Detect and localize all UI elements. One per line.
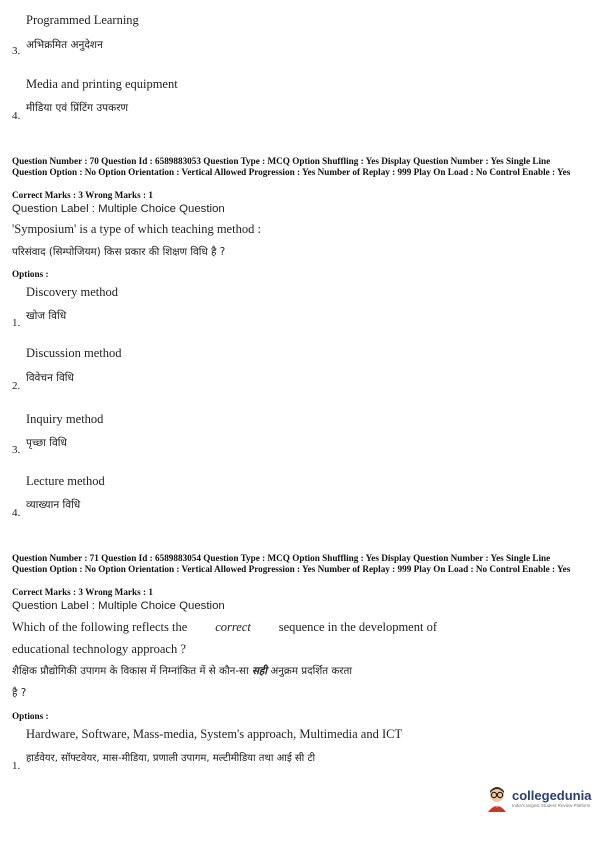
q70-option-1-english: Discovery method: [26, 285, 118, 299]
question-70-text-english: 'Symposium' is a type of which teaching method :: [12, 222, 261, 236]
option-3-number: 3.: [12, 45, 21, 57]
option-4-english: Media and printing equipment: [26, 77, 178, 91]
mascot-icon: [485, 786, 509, 812]
question-71-meta: Question Number : 71 Question Id : 6589883054 Question Type : MCQ Option Shuffling : Yes Display Question Number : Yes Single Line Question Option : No Option Orientation : Vertical Allowed Progression : Yes Number of Replay : 999 Play On Load : No Control Enable : Yes: [12, 553, 571, 574]
question-71-options-heading: Options :: [12, 711, 49, 721]
q70-option-3-english: Inquiry method: [26, 412, 104, 426]
question-71-marks: Correct Marks : 3 Wrong Marks : 1: [12, 587, 153, 597]
q70-option-4-number: 4.: [12, 507, 21, 519]
q70-option-2-hindi: विवेचन विधि: [26, 372, 74, 384]
question-71-text-english-line2: educational technology approach ?: [12, 642, 186, 656]
question-71-text-english-line1: [12, 620, 437, 635]
q70-option-1-hindi: खोज विधि: [26, 310, 67, 322]
option-4-hindi: मीडिया एवं प्रिंटिंग उपकरण: [26, 102, 129, 114]
q71-hindi-emphasis: सही: [251, 665, 268, 677]
question-70-marks: Correct Marks : 3 Wrong Marks : 1: [12, 190, 153, 200]
option-4-number: 4.: [12, 110, 21, 122]
question-71-label: Question Label : Multiple Choice Question: [12, 600, 225, 612]
q70-option-3-number: 3.: [12, 444, 21, 456]
q71-hindi-part: शैक्षिक प्रौद्योगिकी उपागम के विकास में निम्नांकित में से कौन-सा: [12, 665, 252, 677]
question-71-text-hindi-line1: [12, 664, 437, 678]
brand-name: collegedunia: [512, 788, 592, 803]
q70-option-3-hindi: पृच्छा विधि: [26, 437, 67, 449]
q71-option-1-number: 1.: [12, 760, 21, 772]
q71-option-1-english: Hardware, Software, Mass-media, System's approach, Multimedia and ICT: [26, 727, 403, 741]
question-70-meta: Question Number : 70 Question Id : 6589883053 Question Type : MCQ Option Shuffling : Yes Display Question Number : Yes Single Line Question Option : No Option Orientation : Vertical Allowed Progression : Yes Number of Replay : 999 Play On Load : No Control Enable : Yes: [12, 156, 571, 177]
q70-option-2-english: Discussion method: [26, 346, 122, 360]
q71-option-1-hindi: हार्डवेयर, सॉफ्टवेयर, मास-मीडिया, प्रणाली उपागम, मल्टीमीडिया तथा आई सी टी: [26, 753, 316, 764]
q70-option-1-number: 1.: [12, 317, 21, 329]
question-70-label: Question Label : Multiple Choice Question: [12, 203, 225, 215]
q71-hindi-part: अनुक्रम प्रदर्शित करता: [267, 665, 353, 677]
q70-option-2-number: 2.: [12, 380, 21, 392]
option-3-hindi: अभिक्रमित अनुदेशन: [26, 39, 103, 51]
option-3-english: Programmed Learning: [26, 13, 139, 27]
q71-text-part: Which of the following reflects the: [12, 620, 191, 634]
q71-emphasis-correct: correct: [215, 620, 251, 634]
question-71-text-hindi-line2: है ?: [12, 687, 27, 699]
collegedunia-logo: [485, 786, 591, 812]
question-70-text-hindi: परिसंवाद (सिम्पोजियम) किस प्रकार की शिक्षण विधि है ?: [12, 246, 226, 258]
brand-tagline: India's largest Student Review Platform: [512, 803, 591, 808]
q70-option-4-hindi: व्याख्यान विधि: [26, 499, 81, 511]
q71-text-part: sequence in the development of: [275, 620, 437, 634]
q70-option-4-english: Lecture method: [26, 474, 105, 488]
question-70-options-heading: Options :: [12, 269, 49, 279]
